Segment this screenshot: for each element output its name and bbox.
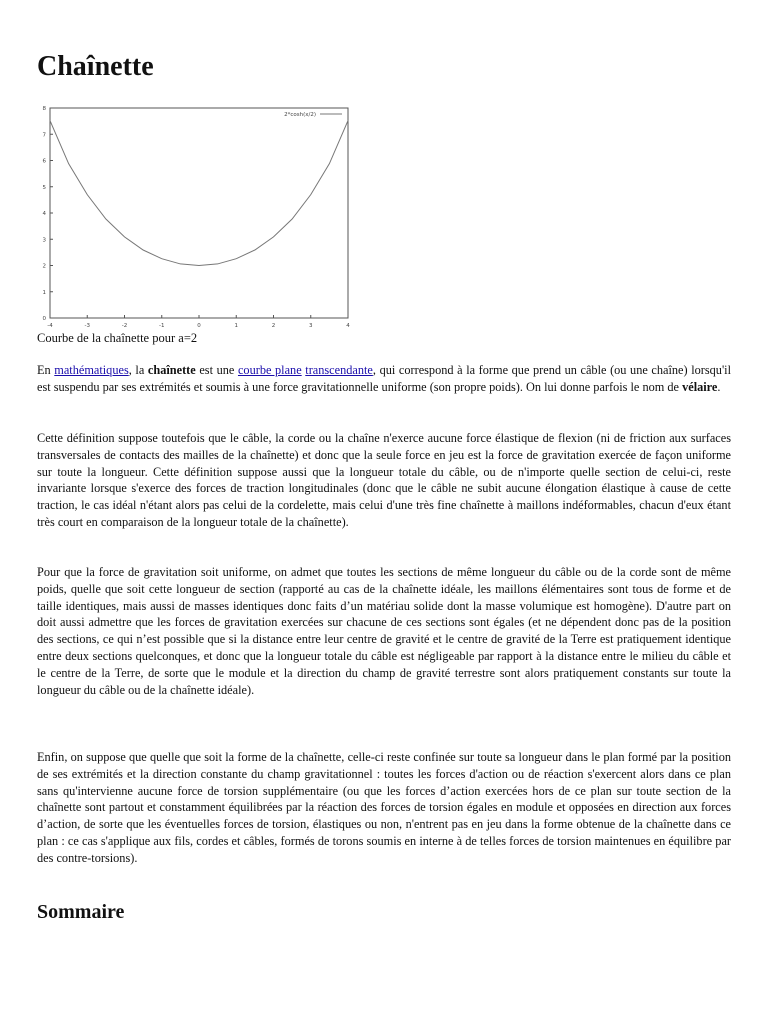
x-tick-label: 1	[234, 323, 238, 329]
y-tick-label: 2	[42, 263, 46, 270]
x-tick-label: -3	[84, 323, 90, 329]
y-tick-label: 6	[42, 158, 46, 165]
y-tick-label: 1	[42, 289, 46, 296]
catenary-chart	[37, 100, 357, 330]
link-courbe-plane[interactable]: courbe plane	[237, 363, 302, 377]
y-tick-label: 3	[42, 237, 46, 244]
link-transcendante[interactable]: transcendante	[305, 363, 373, 377]
plot-frame	[50, 108, 348, 318]
x-tick-label: -1	[159, 323, 165, 329]
text-span: En	[37, 363, 55, 377]
y-tick-label: 0	[42, 316, 46, 322]
paragraph-intro	[37, 362, 731, 396]
x-tick-label: 2	[271, 323, 276, 329]
paragraph-plane: Enfin, on suppose que quelle que soit la forme de la chaînette, celle-ci reste confinée sur toute sa longueur dans le plan formé par la position de ses extrémités et la direction constante du champ gravitationnel : toutes les forces d'action ou de réaction s'exercent alors dans ce plan sans qu'intervienne aucune force de torsion supplémentaire (ou que les forces d’action exercées hors de ce plan sur toute section de la chaînette sont partout et constamment équilibrées par la réaction des forces de torsion égales en module et opposées en direction aux forces d’action, de sorte que les éventuelles forces de torsion, élastiques ou non, n'entrent pas en jeu dans la forme obtenue de la chaînette dans ce plan : ce cas s'applique aux fils, cordes et câbles, formés de torons soumis en interne à de telles forces de torsion maintenues en équilibre par des contre-torsions).	[37, 750, 731, 865]
link-mathematiques[interactable]: mathématiques	[54, 363, 129, 377]
y-tick-label: 8	[42, 106, 46, 112]
x-tick-label: 0	[197, 323, 201, 329]
y-tick-label: 5	[42, 184, 46, 191]
bold-term-chainette: chaînette	[147, 363, 196, 377]
x-tick-label: 4	[346, 323, 350, 329]
text-span: , qui correspond à la forme que prend un câble (ou une chaîne) lorsqu'il est suspendu par ses extrémités et soumis à une force gravitationnelle uniforme (son propre poids). On lui donne parfois le nom de	[37, 363, 732, 394]
x-tick-label: -2	[121, 323, 128, 329]
page-title: Chaînette	[37, 51, 154, 82]
text-span: est une	[195, 363, 238, 377]
bold-term-velaire: vélaire	[682, 379, 718, 394]
series-line	[50, 121, 348, 266]
y-tick-label: 4	[42, 211, 46, 217]
paragraph-gravitation: Pour que la force de gravitation soit uniforme, on admet que toutes les sections de même longueur du câble ou de la corde sont de même poids, quelle que soit cette longueur de section (rapporté au cas de la chaînette idéale, les maillons élémentaires sont tous de forme et de taille identiques, mais aussi de masses identiques donc faits d’un matériau solide dont la masse volumique est homogène). D'autre part on doit aussi admettre que les forces de gravitation exercées sur chacune de ces sections sont égales (et ne dépendent donc pas de la position des sections, ce qui n’est possible que si la distance entre leur centre de gravité et le centre de gravité de la Terre est pratiquement identique entre deux sections quelconques, et donc que la longueur totale du câble est négligeable par rapport à la distance entre le milieu du câble et le centre de la Terre, de sorte que le module et la direction du champ de gravité terrestre sont alors pratiquement constants sur toute la longueur du câble ou de la chaînette idéale).	[37, 565, 731, 697]
figure-caption: Courbe de la chaînette pour a=2	[37, 331, 198, 345]
catenary-figure	[37, 100, 357, 330]
y-tick-label: 7	[42, 132, 46, 139]
x-tick-label: 3	[309, 323, 313, 329]
section-title-sommaire: Sommaire	[37, 901, 125, 923]
x-tick-label: -4	[47, 323, 53, 329]
legend-label: 2*cosh(x/2)	[284, 112, 316, 118]
text-span: , la	[128, 363, 148, 377]
text-span: .	[717, 379, 721, 394]
paragraph-definition: Cette définition suppose toutefois que le câble, la corde ou la chaîne n'exerce aucune force élastique de flexion (ni de friction aux surfaces transversales de contacts des mailles de la chaînette) et donc que la seule force en jeu est la force de gravitation exercée de façon uniforme sur toute la longueur. Cette définition suppose aussi que la longueur totale du câble, ou de n'importe quelle section de celui-ci, reste invariante lorsque s'exerce des forces de traction longitudinales (donc que le câble ne subit aucune élongation élastique à cause de cette traction, le cas idéal n'étant alors pas celui de la cordelette, mais celui d'une très fine chaînette à maillons indéformables, chacun d'eux étant très court en comparaison de la longueur totale de la chaînette).	[37, 431, 731, 529]
